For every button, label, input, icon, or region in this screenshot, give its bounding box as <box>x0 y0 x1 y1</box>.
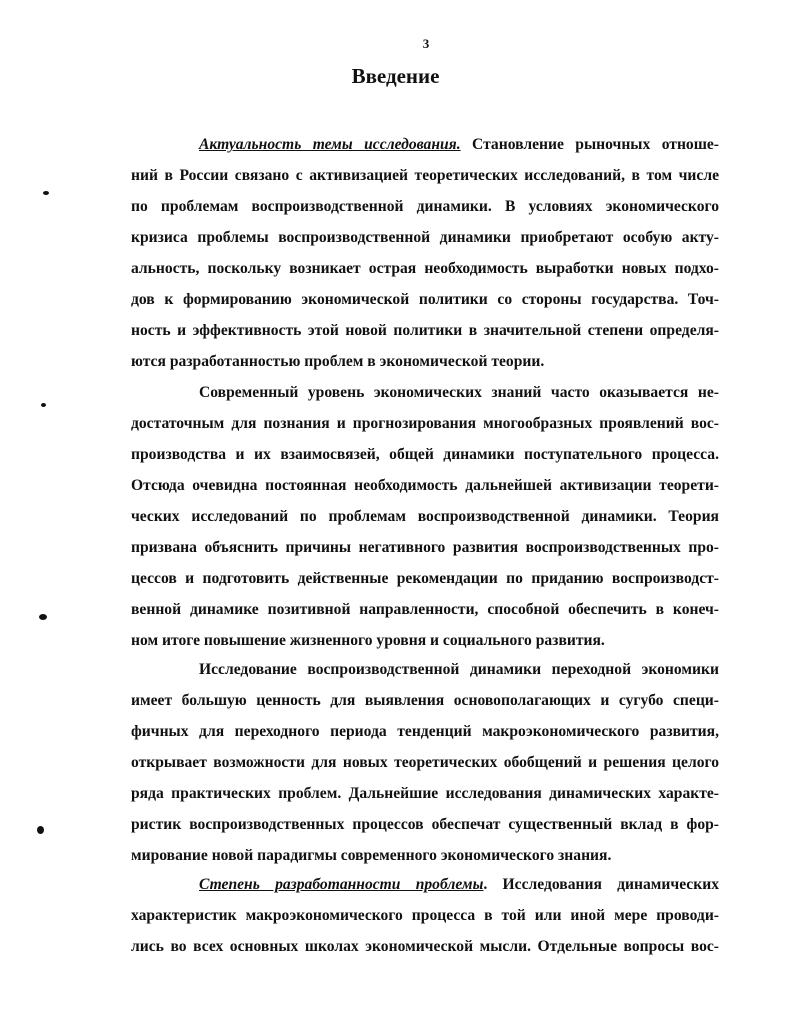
text-line <box>199 135 719 155</box>
section-heading-development: Степень разработанности проблемы <box>199 876 484 893</box>
text-line: ряда практических проблем. Дальнейшие исследования динамических характе- <box>131 785 719 802</box>
scan-speck <box>39 614 47 620</box>
text-span: Становление рыночных отноше- <box>460 136 720 153</box>
text-line: ний в России связано с активизацией теоретических исследований, в том числе <box>131 167 719 184</box>
text-span: . Исследования динамических <box>483 876 719 893</box>
text-line: альность, поскольку возникает острая необходимость выработки новых подхо- <box>131 260 719 277</box>
text-line: ются разработанностью проблем в экономической теории. <box>131 353 545 370</box>
text-line: ном итоге повышение жизненного уровня и социального развития. <box>131 632 605 649</box>
text-line: ческих исследований по проблемам воспроизводственной динамики. Теория <box>131 508 719 525</box>
text-line <box>199 875 719 895</box>
text-line: ность и эффективность этой новой политики в значительной степени определя- <box>131 322 719 339</box>
text-line: кризиса проблемы воспроизводственной динамики приобретают особую акту- <box>131 229 719 246</box>
text-line: венной динамике позитивной направленности, способной обеспечить в конеч- <box>131 601 719 618</box>
section-heading-relevance: Актуальность темы исследования. <box>199 136 461 153</box>
page-title: Введение <box>351 64 440 88</box>
text-line: Современный уровень экономических знаний часто оказывается не- <box>199 384 719 401</box>
scan-speck <box>41 403 46 407</box>
text-line: характеристик макроэкономического процесса в той или иной мере проводи- <box>131 907 719 924</box>
text-line: Отсюда очевидна постоянная необходимость дальнейшей активизации теорети- <box>131 477 719 494</box>
text-line: фичных для переходного периода тенденций макроэкономического развития, <box>131 723 719 740</box>
text-line: дов к формированию экономической политики со стороны государства. Точ- <box>131 291 719 308</box>
text-line: достаточным для познания и прогнозирования многообразных проявлений вос- <box>131 415 719 432</box>
text-line: призвана объяснить причины негативного развития воспроизводственных про- <box>131 539 719 556</box>
text-line: открывает возможности для новых теоретических обобщений и решения целого <box>131 754 719 771</box>
page-number: 3 <box>422 36 430 51</box>
scan-speck <box>37 826 44 834</box>
text-line: производства и их взаимосвязей, общей динамики поступательного процесса. <box>131 446 719 463</box>
text-line: имеет большую ценность для выявления основополагающих и сугубо специ- <box>131 692 719 709</box>
scan-speck <box>43 191 49 195</box>
text-line: мирование новой парадигмы современного экономического знания. <box>131 847 612 864</box>
text-line: по проблемам воспроизводственной динамики. В условиях экономического <box>131 198 719 215</box>
text-line: лись во всех основных школах экономической мысли. Отдельные вопросы вос- <box>131 938 719 955</box>
text-line: Исследование воспроизводственной динамики переходной экономики <box>199 661 719 678</box>
text-line: цессов и подготовить действенные рекомендации по приданию воспроизводст- <box>131 570 719 587</box>
text-line: ристик воспроизводственных процессов обеспечат существенный вклад в фор- <box>131 816 719 833</box>
